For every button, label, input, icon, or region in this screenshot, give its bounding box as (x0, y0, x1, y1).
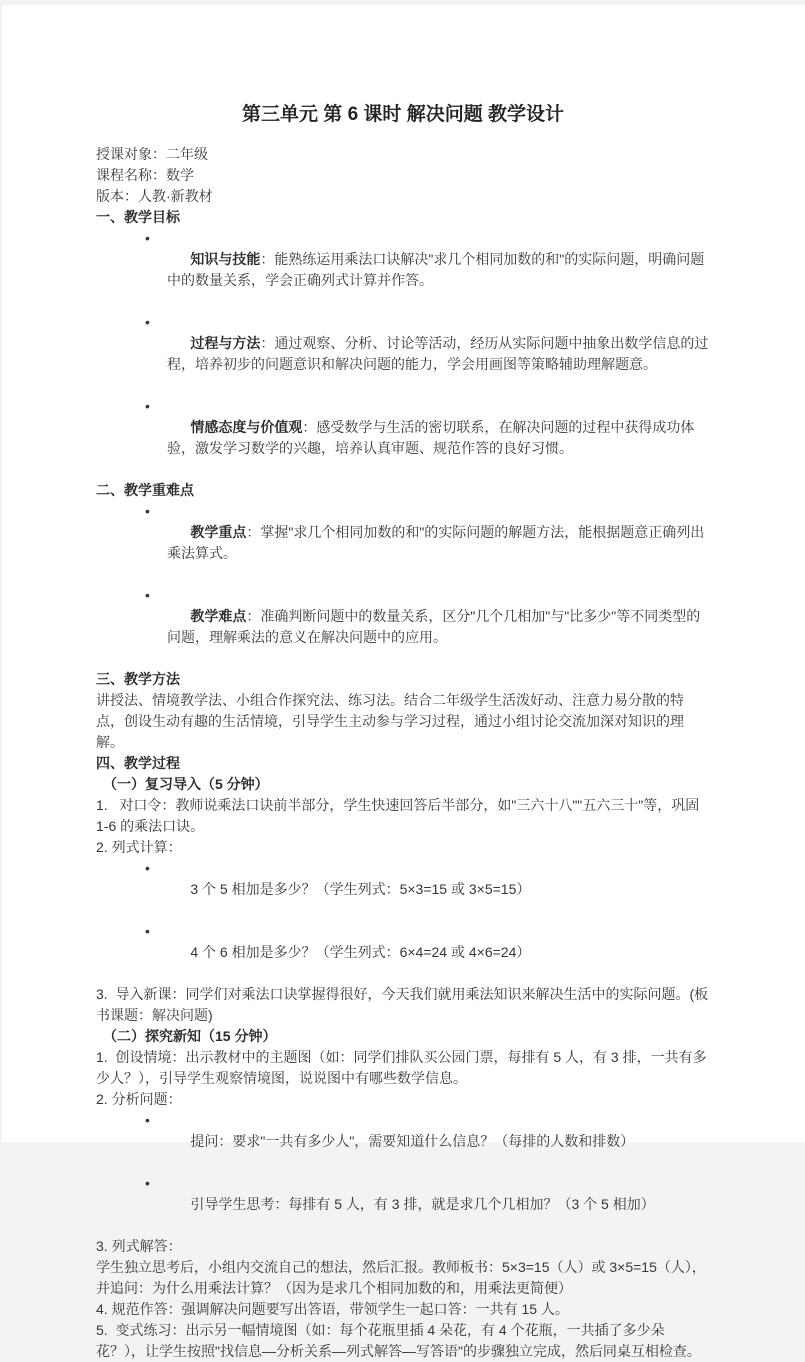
heading-teaching-process: 四、教学过程 (96, 755, 180, 771)
goal-item-process-method (96, 312, 710, 396)
heading-teaching-goals: 一、教学目标 (96, 209, 180, 225)
stage2-step3-solve-equation: 3. 列式解答： (96, 1238, 182, 1254)
bullet-dot: • (145, 230, 150, 246)
stage1-step2-calculation: 2. 列式计算： (96, 839, 182, 855)
keypoint-label: 教学重点 (190, 524, 247, 540)
goal-text: ：感受数学与生活的密切联系，在解决问题的过程中获得成功体验，激发学习数学的兴趣，培养认真审题、规范作答的良好习惯。 (167, 419, 695, 456)
keypoint-item-focus (96, 501, 710, 585)
heading-teaching-methods: 三、教学方法 (96, 671, 180, 687)
stage1-step2-item-text: 3 个 5 相加是多少？（学生列式：5×3=15 或 3×5=15） (190, 881, 531, 897)
page-title: 第三单元 第 6 课时 解决问题 教学设计 (242, 104, 564, 125)
stage1-step2-item-2 (96, 921, 710, 984)
goal-label: 知识与技能 (190, 251, 261, 267)
stage1-step2-item-1 (96, 858, 710, 921)
goal-text: ：通过观察、分析、讨论等活动，经历从实际问题中抽象出数学信息的过程，培养初步的问题意识和解决问题的能力，学会用画图等策略辅助理解题意。 (167, 335, 709, 372)
bullet-dot: • (145, 587, 150, 603)
bullet-dot: • (145, 503, 150, 519)
stage2-step2-item-text: 提问：要求"一共有多少人"，需要知道什么信息？（每排的人数和排数） (190, 1133, 635, 1149)
bullet-dot: • (145, 1175, 150, 1191)
bullet-dot: • (145, 398, 150, 414)
bullet-dot: • (145, 860, 150, 876)
stage2-step1-create-situation: 1. 创设情境：出示教材中的主题图（如：同学们排队买公园门票，每排有 5 人，有 3 排，一共有多少人？），引导学生观察情境图，说说图中有哪些数学信息。 (96, 1049, 707, 1086)
stage1-step3-new-lesson: 3. 导入新课：同学们对乘法口诀掌握得很好，今天我们就用乘法知识来解决生活中的实际问题。(板书课题：解决问题) (96, 986, 709, 1023)
bullet-dot: • (145, 923, 150, 939)
meta-audience: 授课对象：二年级 (96, 146, 208, 162)
heading-key-difficult-points: 二、教学重难点 (96, 482, 194, 498)
stage2-step2-item-text: 引导学生思考：每排有 5 人，有 3 排，就是求几个几相加？（3 个 5 相加） (190, 1196, 655, 1212)
stage2-step2-item-1 (96, 1110, 710, 1173)
goal-text: ：能熟练运用乘法口诀解决"求几个相同加数的和"的实际问题，明确问题中的数量关系，学会正确列式计算并作答。 (167, 251, 705, 288)
goal-label: 过程与方法 (190, 335, 261, 351)
stage2-heading-explore-new: （二）探究新知（15 分钟） (103, 1028, 277, 1044)
stage2-step5-variant-practice: 5. 变式练习：出示另一幅情境图（如：每个花瓶里插 4 朵花，有 4 个花瓶，一共插了多少朵花？），让学生按照"找信息—分析关系—列式解答—写答语"的步骤独立完成，然后同桌互相检查。 (96, 1322, 701, 1359)
meta-edition: 版本：人教·新教材 (96, 188, 213, 204)
teaching-methods-body: 讲授法、情境教学法、小组合作探究法、练习法。结合二年级学生活泼好动、注意力易分散的特点，创设生动有趣的生活情境，引导学生主动参与学习过程，通过小组讨论交流加深对知识的理解。 (96, 692, 684, 750)
goal-label: 情感态度与价值观 (190, 419, 303, 435)
stage1-step1-oral-drill: 1. 对口令：教师说乘法口诀前半部分，学生快速回答后半部分，如"三六十八""五六三十"等，巩固 1-6 的乘法口诀。 (96, 797, 704, 834)
meta-course: 课程名称：数学 (96, 167, 194, 183)
document-page (2, 5, 805, 1359)
bullet-dot: • (145, 314, 150, 330)
goal-item-knowledge-skills (96, 228, 710, 312)
stage2-step3-body: 学生独立思考后，小组内交流自己的想法，然后汇报。教师板书：5×3=15（人）或 3×5=15（人），并追问：为什么用乘法计算？（因为是求几个相同加数的和，用乘法更简便） (96, 1259, 706, 1296)
keypoint-text: ：掌握"求几个相同加数的和"的实际问题的解题方法，能根据题意正确列出乘法算式。 (167, 524, 705, 561)
stage1-heading-review-intro: （一）复习导入（5 分钟） (103, 776, 269, 792)
stage1-step2-item-text: 4 个 6 相加是多少？（学生列式：6×4=24 或 4×6=24） (190, 944, 531, 960)
keypoint-item-difficulty (96, 585, 710, 669)
goal-item-emotion-values (96, 396, 710, 480)
stage2-step2-item-2 (96, 1173, 710, 1236)
stage2-step4-standard-answer: 4. 规范作答：强调解决问题要写出答语，带领学生一起口答：一共有 15 人。 (96, 1301, 569, 1317)
keypoint-text: ：准确判断问题中的数量关系，区分"几个几相加"与"比多少"等不同类型的问题，理解乘法的意义在解决问题中的应用。 (167, 608, 701, 645)
stage2-step2-analyze-problem: 2. 分析问题： (96, 1091, 182, 1107)
bullet-dot: • (145, 1112, 150, 1128)
keypoint-label: 教学难点 (190, 608, 247, 624)
